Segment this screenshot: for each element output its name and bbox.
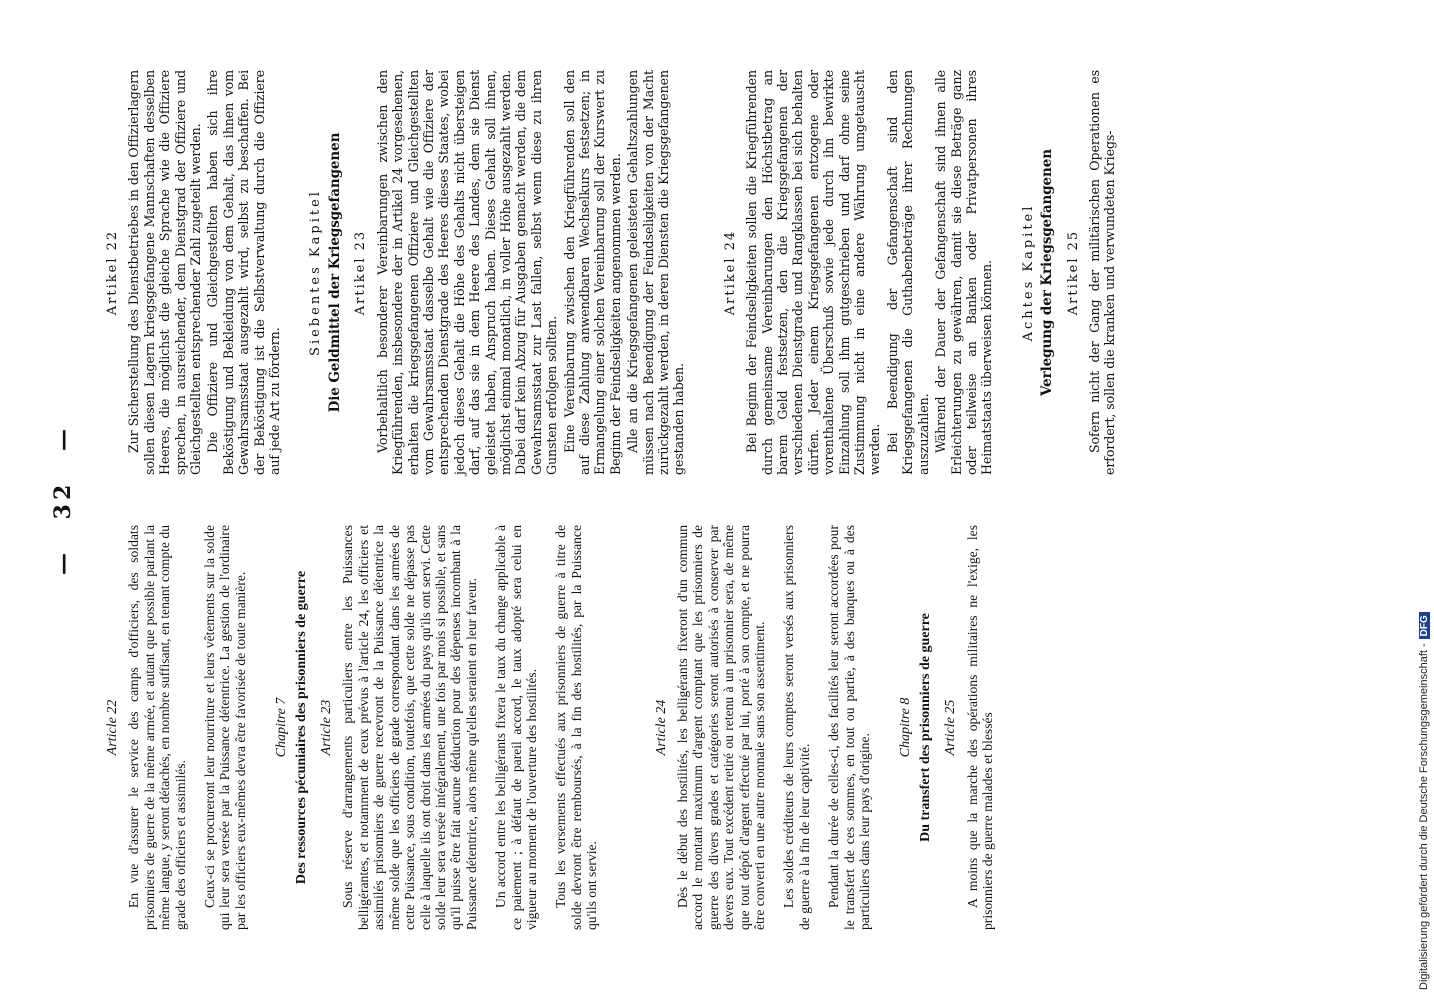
fr-article-23-para-1: Sous réserve d'arrangements particuliers entre les Puissances belligérantes, et notamment de ceux prévus à l'article 24, les officiers et assimilés prisonniers de guerre recevront de la Puissance détentrice la même solde que les officiers de grade correspondant dans les armées de cette Puissance, sous condition, toutefois, que cette solde ne dépasse pas celle à laquelle ils ont droit dans les armées du pays qu'ils ont servi. Cette solde leur sera versée intégralement, une fois par mois si possible, et sans qu'il puisse être fait aucune déduction pour des dépenses incombant à la Puissance détentrice, alors même qu'elles seraient en leur faveur. — [340, 525, 479, 930]
fr-article-24-para-1: Dès le début des hostilités, les belligérants fixeront d'un commun accord le montant maximum d'argent comptant que les prisonniers de guerre des divers grades et catégories seront autorisés à conserver par devers eux. Tout excédent retiré ou retenu à un prisonnier sera, de même que tout dépôt d'argent effectué par lui, porté à son compte, et ne pourra être converti en une autre monnaie sans son assentiment. — [674, 525, 767, 930]
german-column — [95, 70, 1120, 475]
de-article-22-para-2: Die Offiziere und Gleichgestellten haben sich ihre Beköstigung und Bekleidung von dem Gehalt, das ihnen vom Gewahrsamsstaat ausgezahlt wird, selbst zu beschaffen. Bei der Beköstigung ist die Selbstverwaltung durch die Offiziere auf jede Art zu fördern. — [205, 70, 283, 475]
digitization-credit — [1418, 10, 1432, 990]
fr-article-22-title: Article 22 — [105, 699, 120, 756]
de-chapter-7-title: Die Geldmittel der Kriegsgefangenen — [326, 132, 343, 413]
de-article-23-para-1: Vorbehaltlich besonderer Vereinbarungen zwischen den Kriegführenden, insbesondere der in Artikel 24 vorgesehenen, erhalten die kriegsgefangenen Offiziere und Gleichgestellten vom Gewahrsamsstaat dasselbe Gehalt wie die Offiziere der entsprechenden Dienstgrade des Heeres dieses Staates, wobei jedoch dieses Gehalt die Höhe des Gehalts nicht übersteigen darf, auf das sie in dem Heere des Landes, dem sie Dienst geleistet haben, Anspruch haben. Dieses Gehalt soll ihnen, möglichst einmal monatlich, in voller Höhe ausgezahlt werden. Dabei darf kein Abzug für Ausgaben gemacht werden, die dem Gewahrsamsstaat zur Last fallen, selbst wenn diese zu ihren Gunsten erfolgen sollten. — [374, 70, 560, 475]
fr-article-24-para-3: Pendant la durée de celles-ci, des facilités leur seront accordées pour le transfert de ces sommes, en tout ou partie, à des banques ou à des particuliers dans leur pays d'origine. — [826, 525, 873, 930]
fr-article-25-title: Article 25 — [943, 699, 959, 756]
de-article-24-para-3: Während der Dauer der Gefangenschaft sind ihnen alle Erleichterungen zu gewähren, damit sie diese Beträge ganz oder teilweise an Banken oder Privatpersonen ihres Heimatstaats überweisen können. — [933, 70, 995, 475]
de-article-25-title: Artikel 25 — [1065, 229, 1081, 316]
de-article-22-title: Artikel 22 — [105, 229, 120, 316]
fr-article-25-para-1: A moins que la marche des opérations militaires ne l'exige, les prisonniers de guerre malades et blessés — [964, 525, 996, 930]
fr-chapter-7-title: Des ressources pécuniaires des prisonniers de guerre — [293, 570, 309, 885]
de-article-24-title: Artikel 24 — [722, 229, 738, 316]
de-chapter-8-title: Verlegung der Kriegsgefangenen — [1039, 149, 1056, 396]
de-article-24-para-1: Bei Beginn der Feindseligkeiten sollen die Kriegführenden durch gemeinsame Vereinbarungen den Höchstbetrag an barem Geld festsetzen, den die Kriegsgefangenen der verschiedenen Dienstgrade und Rangklassen bei sich behalten dürfen. Jeder einem Kriegsgefangenen entzogene oder vorenthaltene Überschuß sowie jede durch ihn bewirkte Einzahlung soll ihm gutgeschrieben und darf ohne seine Zustimmung nicht in eine andere Währung umgetauscht werden. — [744, 70, 883, 475]
digitization-credit-text: Digitalisierung gefördert durch die Deutsche Forschungsgemeinschaft - — [1418, 643, 1430, 990]
page-header — [50, 0, 76, 1000]
fr-article-22-para-2: Ceux-ci se procureront leur nourriture et leurs vêtements sur la solde qui leur sera versée par la Puissance détentrice. La gestion de l'ordinaire par les officiers eux-mêmes devra être favorisée de toute manière. — [202, 525, 248, 930]
fr-article-23-para-3: Tous les versements effectués aux prisonniers de guerre à titre de solde devront être remboursés, à la fin des hostilités, par la Puissance qu'ils ont servie. — [553, 525, 600, 930]
page-dash-right: — — [50, 425, 76, 452]
de-article-22-para-1: Zur Sicherstellung des Dienstbetriebes in den Offizierlagern sollen diesen Lagern kriegsgefangene Mannschaften desselben Heeres, die möglichst die gleiche Sprache wie die Offiziere sprechen, in ausreichender, dem Dienstgrad der Offiziere und Gleichgestellten entsprechender Zahl zugeteilt werden. — [126, 70, 204, 475]
fr-article-24-title: Article 24 — [653, 699, 669, 756]
de-chapter-8-label: Achtes Kapitel — [1020, 203, 1036, 342]
fr-article-23-title: Article 23 — [319, 699, 335, 756]
dfg-logo: DFG — [1419, 612, 1430, 639]
fr-chapter-8-label: Chapitre 8 — [898, 697, 914, 758]
fr-chapter-7-label: Chapitre 7 — [274, 697, 290, 758]
fr-chapter-8-title: Du transfert des prisonniers de guerre — [917, 613, 933, 842]
de-article-25-para-1: Sofern nicht der Gang der militärischen Operationen es erfordert, sollen die kranken und verwundeten Kriegs- — [1086, 70, 1118, 475]
de-article-24-para-2: Bei Beendigung der Gefangenschaft sind den Kriegsgefangenen die Guthabenbeträge ihrer Rechnungen auszuzahlen. — [884, 70, 931, 475]
de-article-23-title: Artikel 23 — [353, 229, 369, 316]
french-column — [95, 525, 1009, 930]
de-chapter-7-label: Siebentes Kapitel — [308, 189, 324, 356]
fr-article-24-para-2: Les soldes créditeurs de leurs comptes seront versés aux prisonniers de guerre à la fin de leur captivité. — [781, 525, 812, 930]
de-article-23-para-3: Alle an die Kriegsgefangenen geleisteten Gehaltszahlungen müssen nach Beendigung der Feindseligkeiten von der Macht zurückgezahlt werden, in deren Diensten die Kriegsgefangenen gestanden haben. — [625, 70, 687, 475]
page-number: 32 — [50, 480, 76, 520]
fr-article-22-para-1: En vue d'assurer le service des camps d'officiers, des soldats prisonniers de guerre de la même armée, et autant que possible parlant la même langue, y seront détachés, en nombre suffisant, en tenant compte du grade des officiers et assimilés. — [126, 525, 188, 930]
fr-article-23-para-2: Un accord entre les belligérants fixera le taux du change applicable à ce paiement ; à défaut de pareil accord, le taux adopté sera celui en vigueur au moment de l'ouverture des hostilités. — [493, 525, 539, 930]
page-dash-left: — — [50, 548, 76, 575]
de-article-23-para-2: Eine Vereinbarung zwischen den Kriegführenden soll den auf diese Zahlung anwendbaren Wechselkurs festsetzen; in Ermangelung einer solchen Vereinbarung soll der Kurswert zu Beginn der Feindseligkeiten angenommen werden. — [561, 70, 623, 475]
